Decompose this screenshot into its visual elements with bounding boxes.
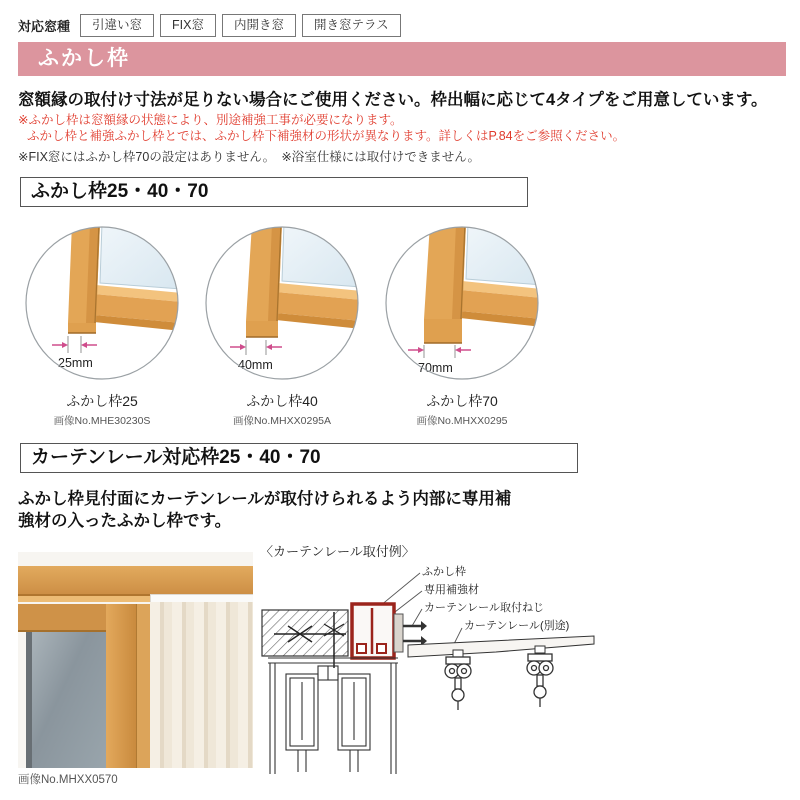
section2-heading: カーテンレール対応枠25・40・70	[31, 447, 321, 468]
figure-label: ふかし枠70	[426, 393, 498, 409]
window-corner-illustration-25	[22, 223, 182, 383]
curtain-rail-photo	[18, 552, 253, 768]
wall-section	[262, 610, 348, 668]
page-title-banner	[18, 42, 786, 76]
dimension-label-25: 25mm	[58, 356, 93, 370]
section2-description-line1: ふかし枠見付面にカーテンレールが取付けられるよう内部に専用補	[18, 490, 512, 508]
tab-hikichigai[interactable]: 引違い窓	[80, 14, 154, 37]
note-line: ※FIX窓にはふかし枠70の設定はありません。 ※浴室仕様には取付けできません。	[18, 150, 481, 164]
curtain-rail-profile	[408, 636, 594, 657]
photo-window-glass	[26, 630, 112, 768]
dimension-label-70: 70mm	[418, 361, 453, 375]
dimension-label-40: 40mm	[238, 358, 273, 372]
figure-label: ふかし枠40	[246, 393, 318, 409]
section1-heading-box	[20, 177, 528, 207]
photo-fukashi-board	[18, 566, 253, 596]
tab-uchibiraki[interactable]: 内開き窓	[222, 14, 296, 37]
photo-curtain	[150, 602, 253, 768]
intro-text: 窓額縁の取付け寸法が足りない場合にご使用ください。枠出幅に応じて4タイプをご用意しています。	[18, 91, 768, 109]
label-mount-screw: カーテンレール取付ねじ	[424, 602, 544, 614]
window-corner-illustration-70	[382, 223, 542, 383]
warning-line-2: ふかし枠と補強ふかし枠とでは、ふかし枠下補強材の形状が異なります。詳しくはP.84をご参照ください。	[27, 129, 626, 143]
section2-description-line2: 強材の入ったふかし枠です。	[18, 512, 232, 530]
figure-image-no: 画像No.MHXX0295	[416, 415, 508, 427]
curtain-rail-install-diagram	[258, 542, 598, 782]
window-type-row	[18, 14, 401, 37]
curtain-runner-1	[445, 657, 471, 710]
window-types-label: 対応窓種	[18, 19, 71, 34]
frame-corner-art	[382, 223, 542, 383]
curtain-runner-2	[527, 654, 553, 707]
tab-hirakimado-terrace[interactable]: 開き窓テラス	[302, 14, 401, 37]
figure-image-no: 画像No.MHE30230S	[53, 415, 151, 427]
tab-fix[interactable]: FIX窓	[160, 14, 216, 37]
label-reinforcement: 専用補強材	[424, 584, 479, 596]
page-title: ふかし枠	[38, 47, 130, 70]
photo-window-stile-2	[136, 604, 151, 768]
diagram-title: 〈カーテンレール取付例〉	[260, 544, 415, 559]
figure-fukashi-25	[22, 223, 182, 428]
frame-corner-art	[22, 223, 182, 383]
section1-heading: ふかし枠25・40・70	[31, 181, 209, 202]
fukashi-frame-highlight	[352, 604, 394, 658]
figure-fukashi-40	[202, 223, 362, 428]
figure-image-no: 画像No.MHXX0295A	[232, 415, 332, 427]
photo-window-stile	[106, 604, 136, 768]
window-frame-section	[268, 658, 398, 774]
section2-heading-box	[20, 443, 578, 473]
label-curtain-rail: カーテンレール(別途)	[464, 620, 570, 632]
photo-image-no: 画像No.MHXX0570	[18, 774, 118, 786]
figure-fukashi-70	[382, 223, 542, 428]
frame-corner-art	[202, 223, 362, 383]
label-fukashi-waku: ふかし枠	[422, 566, 466, 578]
figure-label: ふかし枠25	[66, 393, 138, 409]
warning-line-1: ※ふかし枠は窓額縁の状態により、別途補強工事が必要になります。	[18, 113, 403, 127]
window-corner-illustration-40	[202, 223, 362, 383]
